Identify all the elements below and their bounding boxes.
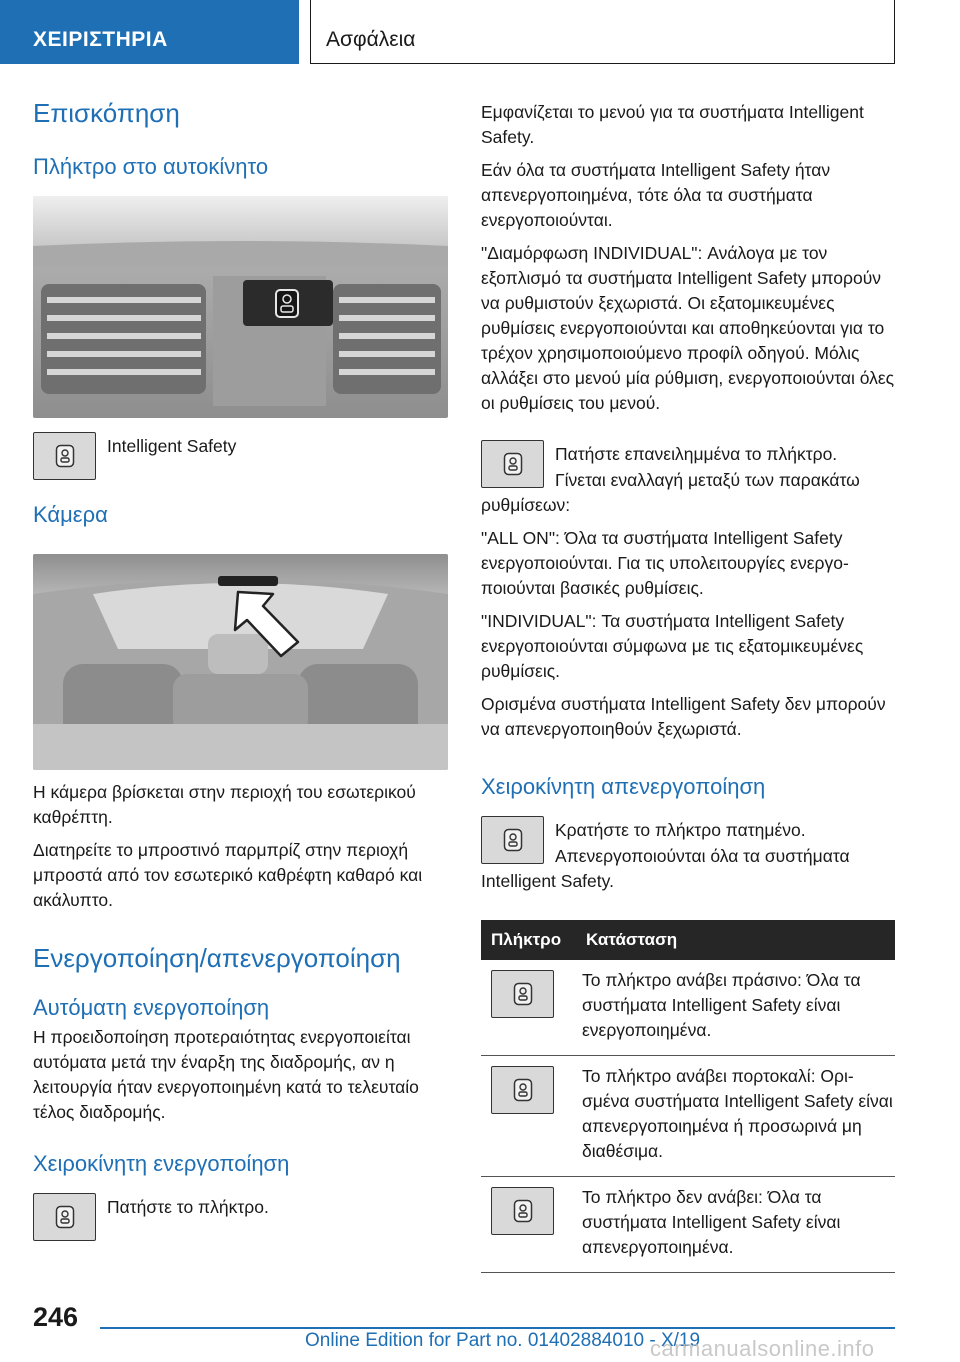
header-bottom-border: [310, 63, 895, 64]
table-row: [481, 1177, 895, 1273]
status-text: Το πλήκτρο δεν ανάβει: Όλα τα συστήματα Intelligent Safety είναι απενεργοποιημένα.: [576, 1177, 895, 1273]
manual-activation-heading: Χειροκίνητη ενεργοποίηση: [33, 1151, 290, 1176]
manual-activation-step: [33, 1191, 448, 1243]
status-text: Το πλήκτρο ανάβει πράσινο: Όλα τα συστήματα Intelligent Safety είναι ενεργοποιημένα.: [576, 960, 895, 1056]
all-activated-text: Εάν όλα τα συστήματα Intelligent Safety ήταν απενεργοποιημένα, τότε όλα τα συστήματα ενεργοποιούνται.: [481, 160, 831, 230]
safety-button-off-icon: [491, 1187, 554, 1235]
safety-button-icon: [481, 440, 544, 488]
watermark: carmanualsonline.info: [650, 1336, 875, 1361]
intelligent-safety-caption: Intelligent Safety: [107, 436, 237, 456]
edition-text: Online Edition for Part no. 01402884010 - X/19: [305, 1330, 701, 1351]
button-heading: Πλήκτρο στο αυτοκίνητο: [33, 154, 269, 179]
camera-heading: Κάμερα: [33, 502, 108, 527]
intelligent-safety-icon: [33, 432, 96, 480]
some-systems-text: Ορισμένα συστήματα Intelligent Safety δεν μπορούν να απενεργοποιηθούν ξεχωριστά.: [481, 694, 886, 739]
hold-result-text: Απενεργοποιούνται όλα τα συστήματα Intelligent Safety.: [481, 846, 850, 891]
menu-shown-text: Εμφανίζεται το μενού για τα συστήματα Intelligent Safety.: [481, 102, 864, 147]
manual-activation-step-text: Πατήστε το πλήκτρο.: [107, 1197, 269, 1217]
safety-button-icon: [481, 816, 544, 864]
table-row: [481, 960, 895, 1056]
press-repeat-text: Πατήστε επανειλημμένα το πλήκτρο.: [555, 444, 838, 464]
status-text: Το πλήκτρο ανάβει πορτοκαλί: Ορισμένα συστήματα Intelligent Safety είναι απενεργοποιημένα ή προσωρινά μη διαθέσιμα.: [576, 1056, 895, 1177]
overview-heading: Επισκόπηση: [33, 98, 180, 128]
manual-deactivation-heading: Χειροκίνητη απενεργοποίηση: [481, 774, 766, 799]
footer-rule: [100, 1327, 895, 1329]
section-tab: ΧΕΙΡΙΣΤΗΡΙΑ: [0, 0, 299, 64]
camera-location-text: Η κάμερα βρίσκεται στην περιοχή του εσωτερικού καθρέπτη.: [33, 782, 416, 827]
safety-button-icon: [33, 1193, 96, 1241]
dashboard-button-photo: [33, 196, 448, 418]
safety-button-green-icon: [491, 970, 554, 1018]
table-header-button: Πλήκτρο: [481, 920, 576, 960]
all-on-text: "ALL ON": Όλα τα συστήματα Intelligent Safety ενεργοποιούνται. Για τις υπολειτουργίες ενεργοποιούνται βασικές ρυθμίσεις.: [481, 528, 849, 598]
table-header-row: [481, 920, 895, 960]
safety-button-orange-icon: [491, 1066, 554, 1114]
table-row: [481, 1056, 895, 1177]
camera-clear-text: Διατηρείτε το μπροστινό παρμπρίζ στην περιοχή μπροστά από τον εσωτερικό καθρέφτη καθαρό και ακάλυπτο.: [33, 840, 423, 910]
button-status-table: [481, 920, 895, 1273]
header-right-border: [894, 0, 895, 64]
press-repeat-step: [481, 438, 896, 490]
auto-activation-heading: Αυτόματη ενεργοποίηση: [33, 995, 270, 1020]
camera-interior-photo: [33, 554, 448, 770]
page-number: 246: [33, 1302, 79, 1332]
header-divider: [310, 0, 311, 64]
individual-config-text: "Διαμόρφωση INDIVIDUAL": Ανάλογα με τον εξοπλισμό τα συστήματα Intelligent Safety μπορούν να ρυθμιστούν ξεχωριστά. Οι εξατομικευμένες ρυθμίσεις ενεργοποιούνται και αποθηκεύονται για το τρέχον χρησιμοποιούμενο προφίλ οδηγού. Μόλις αλλάξει στο μενού μία ρύθμιση, ενεργοποιούνται όλες οι ρυθμίσεις του μενού.: [481, 243, 895, 413]
right-column: [481, 100, 896, 1273]
individual-text: "INDIVIDUAL": Τα συστήματα Intelligent Safety ενεργοποιούνται σύμφωνα με τις εξατομικευμένες ρυθμίσεις.: [481, 611, 864, 681]
hold-step-text: Κρατήστε το πλήκτρο πατημένο.: [555, 820, 806, 840]
left-column: [33, 96, 448, 1251]
table-header-status: Κατάσταση: [576, 920, 895, 960]
auto-activation-text: Η προειδοποίηση προτεραιότητας ενεργοποιείται αυτόματα μετά την έναρξη της διαδρομής, αν η λειτουργία ήταν ενεργοποιημένη κατά το τελευταίο τέλος διαδρομής.: [33, 1027, 419, 1122]
page-title: Ασφάλεια: [326, 28, 416, 51]
intelligent-safety-caption-row: [33, 430, 448, 482]
toggle-text: Γίνεται εναλλαγή μεταξύ των παρακάτω ρυθμίσεων:: [481, 470, 860, 515]
hold-step: [481, 814, 896, 866]
activation-heading: Ενεργοποίηση/απενεργοποίηση: [33, 943, 401, 973]
